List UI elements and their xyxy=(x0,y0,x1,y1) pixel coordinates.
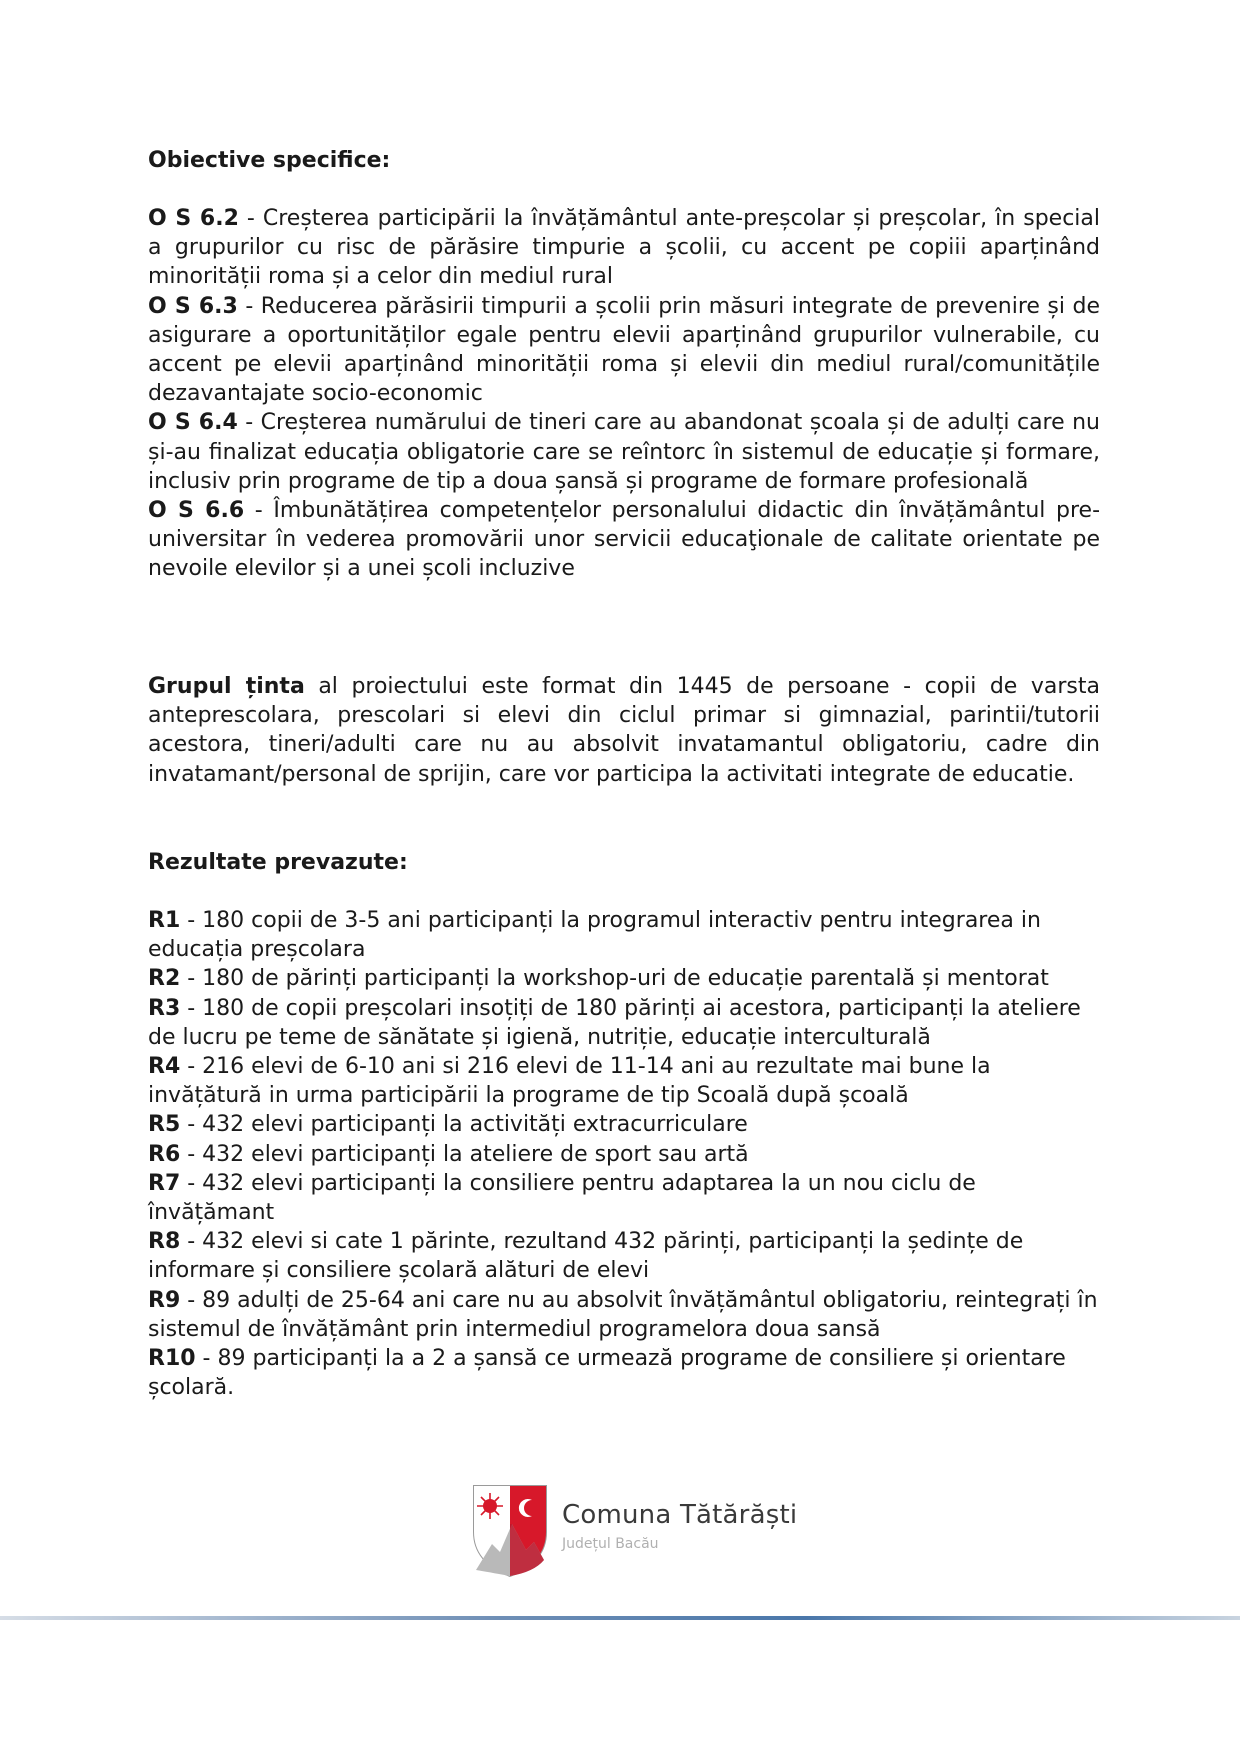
objective-item xyxy=(148,496,1100,584)
result-text: - 432 elevi si cate 1 părinte, rezultand 432 părinți, participanți la ședințe de informare și consiliere școlară alături de elevi xyxy=(148,1229,1024,1284)
result-item xyxy=(148,906,1100,964)
result-code: R7 xyxy=(148,1170,181,1196)
target-group-label: Grupul ținta xyxy=(148,674,305,699)
result-code: R5 xyxy=(148,1112,181,1138)
objective-text: - Creșterea numărului de tineri care au abandonat școala și de adulți care nu și-au finalizat educația obligatorie care se reîntorc în sistemul de educație și formare, inclusiv prin programe de tip a doua șansă și programe de formare profesională xyxy=(148,410,1100,494)
result-code: R9 xyxy=(148,1287,181,1313)
coat-of-arms-icon xyxy=(470,1480,550,1580)
result-text: - 89 participanți la a 2 a șansă ce urmează programe de consiliere și orientare școlară. xyxy=(148,1346,1066,1401)
objective-item xyxy=(148,408,1100,496)
objective-code: O S 6.3 xyxy=(148,293,238,319)
result-item xyxy=(148,964,1100,993)
results-heading: Rezultate prevazute: xyxy=(148,850,408,875)
objective-item xyxy=(148,292,1100,409)
objective-item xyxy=(148,204,1100,292)
logo-subtitle: Județul Bacău xyxy=(562,1536,659,1552)
objective-text: - Reducerea părăsirii timpurii a școlii prin măsuri integrate de prevenire și de asigurare a oportunităților egale pentru elevii aparținând grupurilor vulnerabile, cu accent pe elevii aparținând minorității roma și elevii din mediul rural/comunitățile dezavantajate socio-economic xyxy=(148,293,1100,407)
objective-text: - Îmbunătățirea competențelor personalului didactic din învățământul pre-universitar în vederea promovării unor servicii educaţionale de calitate orientate pe nevoile elevilor și a unei școli incluzive xyxy=(148,498,1101,582)
municipality-logo xyxy=(470,1480,810,1590)
result-code: R2 xyxy=(148,966,181,992)
result-item xyxy=(148,1052,1100,1110)
results-list xyxy=(148,906,1100,1402)
result-text: - 432 elevi participanți la ateliere de sport sau artă xyxy=(180,1141,749,1167)
result-text: - 180 copii de 3-5 ani participanți la programul interactiv pentru integrarea in educația preșcolara xyxy=(148,908,1041,963)
objective-code: O S 6.4 xyxy=(148,410,238,436)
result-item xyxy=(148,994,1100,1052)
result-code: R10 xyxy=(148,1346,196,1372)
objective-code: O S 6.6 xyxy=(148,498,245,524)
result-code: R6 xyxy=(148,1141,181,1167)
result-text: - 89 adulți de 25-64 ani care nu au absolvit învățământul obligatoriu, reintegrați în sistemul de învățământ prin intermediul programelora doua sansă xyxy=(148,1287,1098,1342)
objective-text: - Creșterea participării la învățământul ante-preșcolar și preșcolar, în special a grupurilor cu risc de părăsire timpurie a școlii, cu accent pe copiii aparținând minorității roma și a celor din mediul rural xyxy=(148,206,1101,290)
result-item xyxy=(148,1344,1100,1402)
objectives-heading: Obiective specifice: xyxy=(148,148,391,173)
result-text: - 432 elevi participanți la consiliere pentru adaptarea la un nou ciclu de învățămant xyxy=(148,1170,976,1226)
footer-divider xyxy=(0,1616,1240,1620)
result-item xyxy=(148,1140,1100,1169)
result-text: - 432 elevi participanți la activități extracurriculare xyxy=(180,1112,748,1138)
result-item xyxy=(148,1286,1100,1344)
logo-name: Comuna Tătărăști xyxy=(562,1500,798,1530)
result-item xyxy=(148,1227,1100,1285)
target-group-text: Grupul ținta al proiectului este format din 1445 de persoane - copii de varsta anteprescolara, prescolari si elevi din ciclul primar si gimnazial, parintii/tutorii acestora, tineri/adulti care nu au absolvit invatamantul obligatoriu, cadre din invatamant/personal de sprijin, care vor participa la activitati integrate de educatie. xyxy=(148,674,1100,787)
objective-code: O S 6.2 xyxy=(148,206,239,231)
result-item xyxy=(148,1110,1100,1139)
result-text: - 180 de părinți participanți la workshop-uri de educație parentală și mentorat xyxy=(180,966,1049,992)
result-item xyxy=(148,1169,1100,1227)
result-code: R3 xyxy=(148,995,181,1021)
result-code: R4 xyxy=(148,1054,181,1080)
target-group-paragraph xyxy=(148,672,1100,789)
result-code: R8 xyxy=(148,1229,181,1255)
result-text: - 180 de copii preșcolari insoțiți de 180 părinți ai acestora, participanți la ateliere de lucru pe teme de sănătate și igienă, nutriție, educație interculturală xyxy=(148,995,1081,1050)
result-text: - 216 elevi de 6-10 ani si 216 elevi de 11-14 ani au rezultate mai bune la invățătură in urma participării la programe de tip Scoală după școală xyxy=(148,1054,991,1109)
result-code: R1 xyxy=(148,908,181,933)
objectives-list xyxy=(148,204,1100,584)
